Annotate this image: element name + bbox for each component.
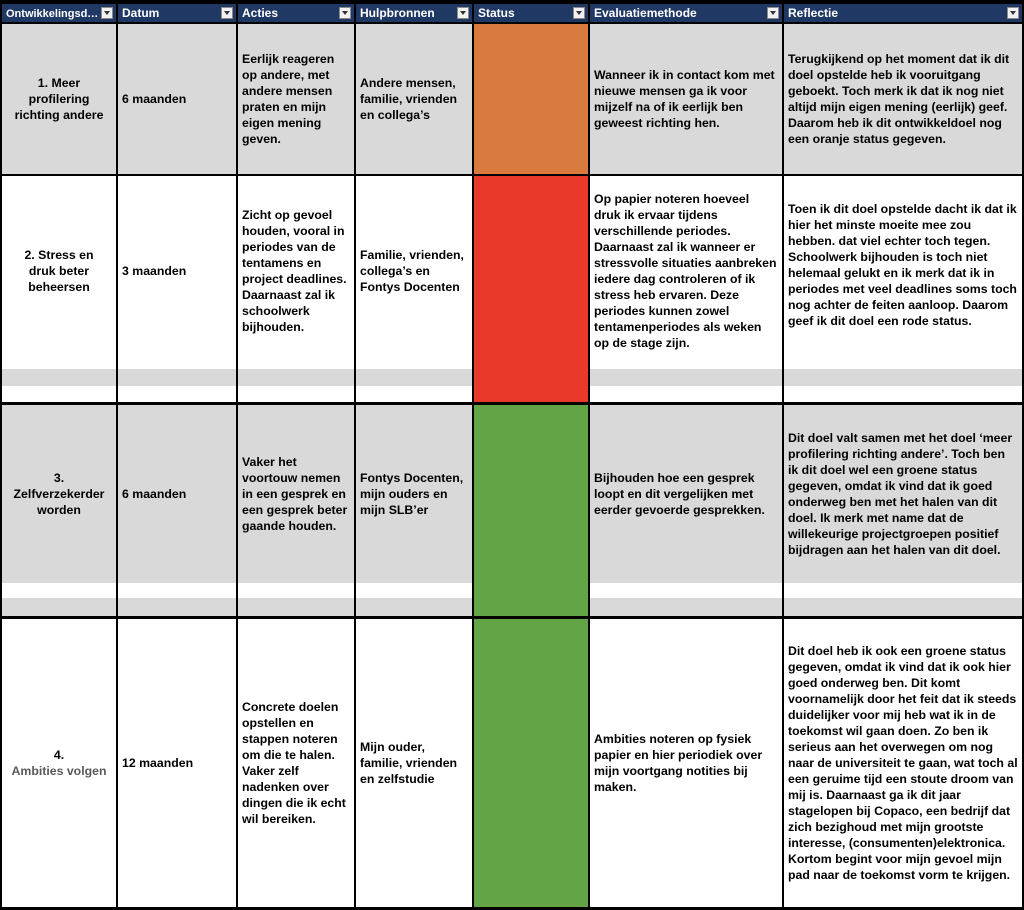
actions-cell[interactable]: Vaker het voortouw nemen in een gesprek en een gesprek beter gaande houden. <box>242 455 348 533</box>
column-divider <box>472 0 474 910</box>
goal-cell[interactable]: 3. Zelfverzekerder worden <box>13 471 105 517</box>
status-green-row-3 <box>474 405 588 617</box>
filter-dropdown-icon[interactable] <box>1007 7 1019 19</box>
header-label: Hulpbronnen <box>360 6 435 20</box>
filter-dropdown-icon[interactable] <box>457 7 469 19</box>
resources-cell[interactable]: Mijn ouder, familie, vrienden en zelfstudie <box>360 740 458 786</box>
filter-dropdown-icon[interactable] <box>101 7 113 19</box>
goal-cell[interactable] <box>2 619 116 907</box>
header-cell-evaluation[interactable] <box>590 4 782 22</box>
header-label: Datum <box>122 6 160 20</box>
header-label: Acties <box>242 6 279 20</box>
status-red-row-2 <box>474 176 588 402</box>
header-cell-actions[interactable] <box>238 4 354 22</box>
resources-cell[interactable]: Familie, vrienden, collega’s en Fontys Docenten <box>360 248 464 294</box>
actions-cell[interactable]: Zicht op gevoel houden, vooral in periodes van de tentamens en project deadlines. Daarnaast zal ik schoolwerk bijhouden. <box>242 208 347 334</box>
resources-cell[interactable]: Andere mensen, familie, vrienden en collega’s <box>360 76 458 122</box>
header-label: Ontwikkelingsd… <box>6 8 99 20</box>
goal-text: Ambities volgen <box>11 764 107 778</box>
evaluation-cell[interactable]: Op papier noteren hoeveel druk ik ervaar tijdens verschillende periodes. Daarnaast zal ik wanneer er stressvolle situaties aanbreken iedere dag controleren of ik stress heb ervaren. Deze periodes kunnen zowel tentamenperiodes als weken op de stage zijn. <box>594 192 777 350</box>
header-label: Evaluatiemethode <box>594 6 697 20</box>
header-cell-goal[interactable] <box>2 4 116 22</box>
filter-dropdown-icon[interactable] <box>339 7 351 19</box>
header-label: Reflectie <box>788 6 839 20</box>
reflection-cell[interactable]: Terugkijkend op het moment dat ik dit doel opstelde heb ik vooruitgang geboekt. Toch merk ik dat ik nog niet altijd mijn eigen mening (eerlijk) geef. Daarom heb ik dit ontwikkeldoel nog een oranje status gegeven. <box>788 52 1010 146</box>
resources-cell[interactable]: Fontys Docenten, mijn ouders en mijn SLB’er <box>360 471 464 517</box>
header-cell-date[interactable] <box>118 4 236 22</box>
date-cell[interactable]: 3 maanden <box>122 264 187 278</box>
goal-cell[interactable]: 1. Meer profilering richting andere <box>14 76 104 122</box>
filter-dropdown-icon[interactable] <box>221 7 233 19</box>
status-green-row-4 <box>474 619 588 908</box>
filter-dropdown-icon[interactable] <box>573 7 585 19</box>
evaluation-cell[interactable]: Wanneer ik in contact kom met nieuwe mensen ga ik voor mijzelf na of ik eerlijk ben geweest richting hen. <box>594 68 775 130</box>
reflection-cell[interactable]: Dit doel valt samen met het doel ‘meer profilering richting andere’. Toch ben ik dit doel wel een groene status gegeven, omdat ik vind dat ik goed onderweg ben met het halen van dit doel. Ik merk met name dat de willekeurige projectgroepen positief bijdragen aan het halen van dit doel. <box>788 431 1013 557</box>
reflection-cell[interactable]: Dit doel heb ik ook een groene status gegeven, omdat ik vind dat ik ook hier goed onderweg ben. Dit komt voornamelijk door het feit dat ik steeds duidelijker voor mij heb wat ik in de toekomst wil gaan doen. Zo ben ik serieus aan het overwegen om nog naar de universiteit te gaan, wat toch al een geruime tijd een stoute droom van mij is. Daarnaast ga ik dit jaar stagelopen bij Copaco, een bedrijf dat zich bezighoud met mijn grootste interesse, (consumenten)elektronica. Kortom begint voor mijn gevoel mijn pad naar de toekomst vorm te krijgen. <box>788 644 1018 882</box>
date-cell[interactable]: 12 maanden <box>122 756 194 770</box>
goal-cell[interactable]: 2. Stress en druk beter beheersen <box>24 248 94 294</box>
header-cell-reflection[interactable] <box>784 4 1022 22</box>
header-cell-status[interactable] <box>474 4 588 22</box>
filter-dropdown-icon[interactable] <box>767 7 779 19</box>
actions-cell[interactable]: Concrete doelen opstellen en stappen noteren om die te halen. Vaker zelf nadenken over dingen die ik echt wil bereiken. <box>242 700 346 826</box>
header-cell-resources[interactable] <box>356 4 472 22</box>
evaluation-cell[interactable]: Ambities noteren op fysiek papier en hier periodiek over mijn voortgang notities bij maken. <box>594 732 763 794</box>
actions-cell[interactable]: Eerlijk reageren op andere, met andere mensen praten en mijn eigen mening geven. <box>242 52 335 146</box>
goal-number: 4. <box>53 748 65 762</box>
date-cell[interactable]: 6 maanden <box>122 92 187 106</box>
header-label: Status <box>478 6 515 20</box>
date-cell[interactable]: 6 maanden <box>122 487 187 501</box>
status-orange-row-1 <box>474 24 588 174</box>
evaluation-cell[interactable]: Bijhouden hoe een gesprek loopt en dit vergelijken met eerder gevoerde gesprekken. <box>594 471 765 517</box>
reflection-cell[interactable]: Toen ik dit doel opstelde dacht ik dat ik hier het minste moeite mee zou hebben. dat viel echter toch tegen. Schoolwerk bijhouden is toch niet helemaal gelukt en ik merk dat ik in periodes met veel deadlines soms toch nog achter de feiten aanloop. Daarom geef ik dit doel een rode status. <box>788 202 1017 328</box>
